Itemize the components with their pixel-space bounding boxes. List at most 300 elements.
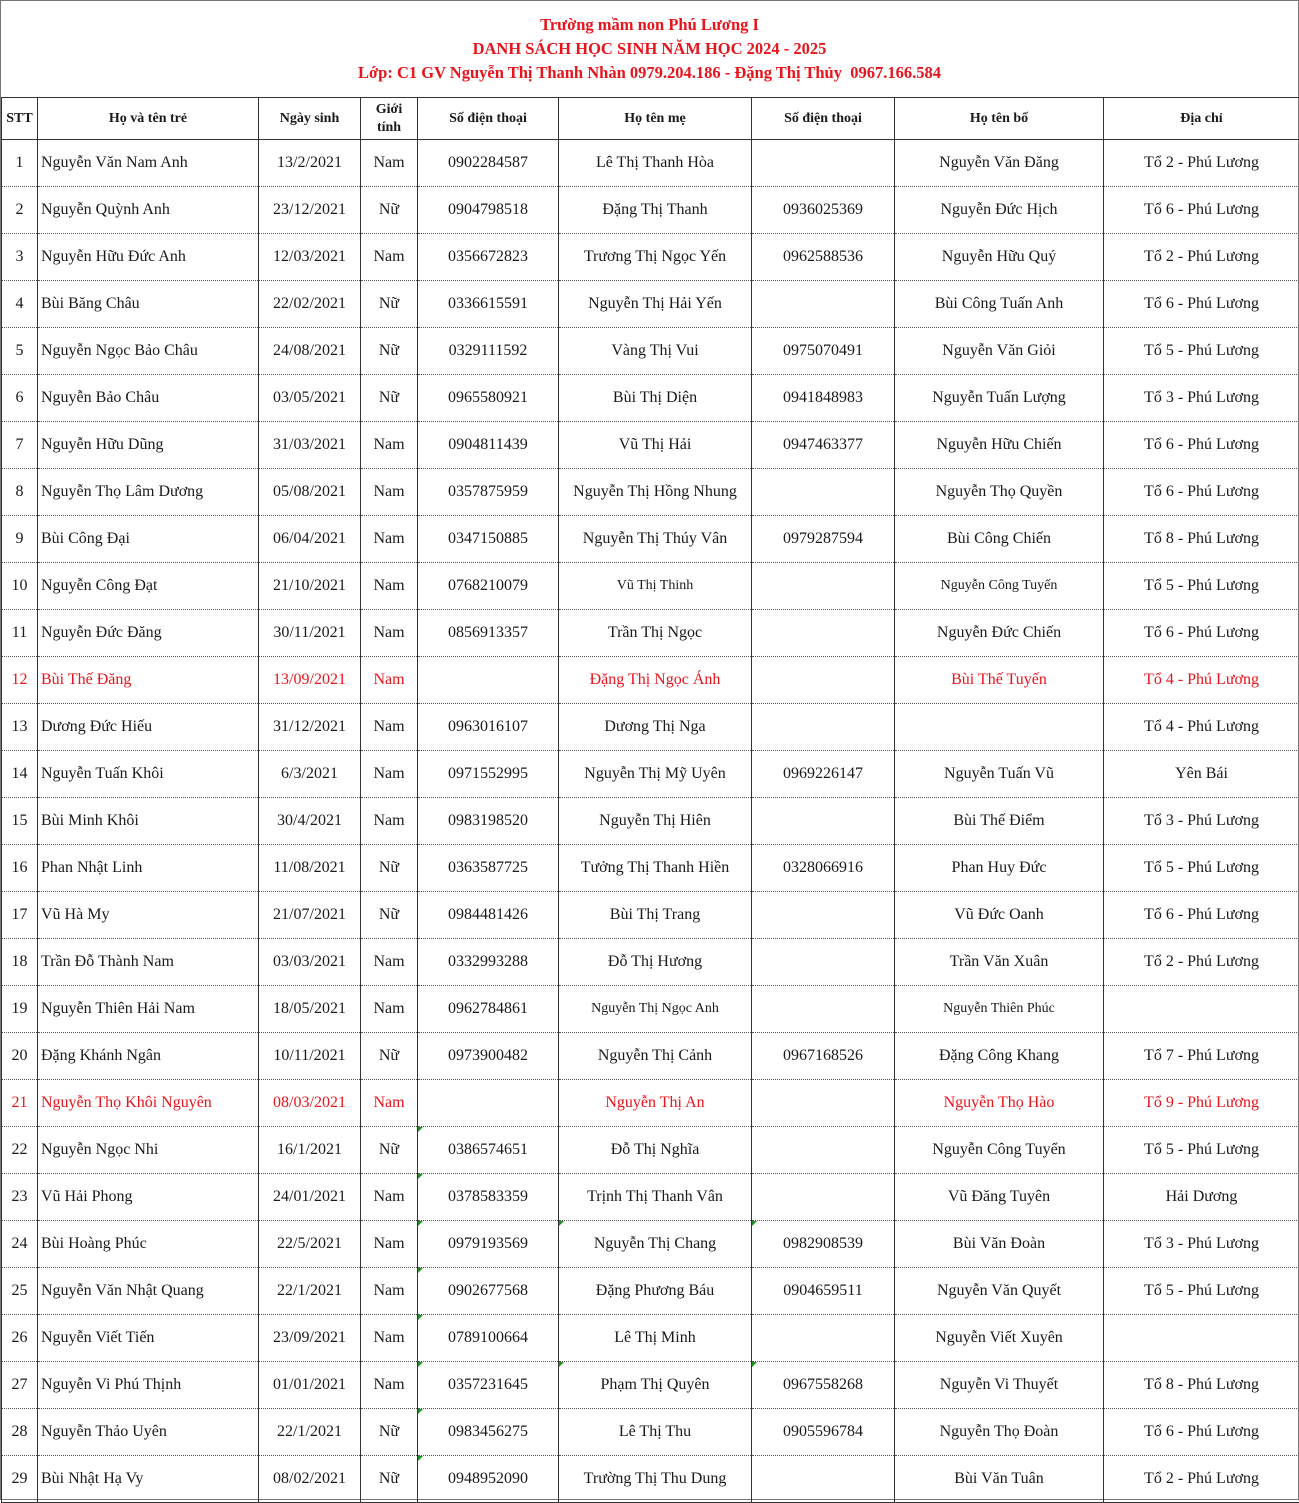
cell-phone[interactable]: 0902284587 (418, 140, 559, 187)
cell-stt[interactable]: 13 (2, 704, 38, 751)
cell-dob[interactable]: 24/01/2021 (259, 1174, 361, 1221)
cell-phone[interactable]: 0963016107 (418, 704, 559, 751)
cell-address[interactable]: Tổ 6 - Phú Lương (1104, 1409, 1299, 1456)
cell-address[interactable]: Tổ 3 - Phú Lương (1104, 1221, 1299, 1268)
cell-phone[interactable]: 0378583359 (418, 1174, 559, 1221)
cell-gender[interactable]: Nữ (361, 892, 418, 939)
cell-address[interactable]: Tổ 5 - Phú Lương (1104, 328, 1299, 375)
cell-father[interactable]: Bùi Thế Tuyến (895, 657, 1104, 704)
cell-dob[interactable]: 21/07/2021 (259, 892, 361, 939)
cell-phone[interactable]: 0904811439 (418, 422, 559, 469)
cell-dob[interactable]: 22/02/2021 (259, 281, 361, 328)
cell-gender[interactable]: Nữ (361, 1456, 418, 1503)
list-title: DANH SÁCH HỌC SINH NĂM HỌC 2024 - 2025 (1, 37, 1298, 61)
cell-gender[interactable]: Nam (361, 1080, 418, 1127)
cell-stt[interactable]: 7 (2, 422, 38, 469)
cell-mother[interactable]: Đặng Thị Ngọc Ánh (559, 657, 752, 704)
cell-gender[interactable]: Nam (361, 798, 418, 845)
cell-phone2[interactable] (752, 986, 895, 1033)
cell-father[interactable]: Bùi Văn Tuân (895, 1456, 1104, 1503)
cell-dob[interactable]: 16/1/2021 (259, 1127, 361, 1174)
cell-dob[interactable]: 6/3/2021 (259, 751, 361, 798)
cell-mother[interactable]: Nguyễn Thị Hiên (559, 798, 752, 845)
col-header-address[interactable]: Địa chỉ (1104, 98, 1299, 140)
cell-name[interactable]: Bùi Công Đại (38, 516, 259, 563)
cell-mother[interactable]: Vũ Thị Thinh (559, 563, 752, 610)
cell-father[interactable]: Bùi Công Tuấn Anh (895, 281, 1104, 328)
cell-dob[interactable]: 01/01/2021 (259, 1362, 361, 1409)
cell-phone[interactable]: 0979193569 (418, 1221, 559, 1268)
cell-phone2[interactable]: 0962588536 (752, 234, 895, 281)
cell-name[interactable]: Đặng Khánh Ngân (38, 1033, 259, 1080)
cell-address[interactable]: Tổ 4 - Phú Lương (1104, 657, 1299, 704)
cell-phone[interactable]: 0971552995 (418, 751, 559, 798)
table-row (2, 328, 1299, 375)
cell-name[interactable]: Bùi Minh Khôi (38, 798, 259, 845)
cell-phone2[interactable]: 0936025369 (752, 187, 895, 234)
cell-phone2[interactable] (752, 798, 895, 845)
cell-phone[interactable]: 0332993288 (418, 939, 559, 986)
cell-address[interactable]: Tổ 5 - Phú Lương (1104, 1127, 1299, 1174)
cell-address[interactable]: Tổ 6 - Phú Lương (1104, 610, 1299, 657)
cell-stt[interactable]: 27 (2, 1362, 38, 1409)
cell-gender[interactable]: Nam (361, 1362, 418, 1409)
cell-phone[interactable]: 0329111592 (418, 328, 559, 375)
cell-father[interactable]: Đặng Công Khang (895, 1033, 1104, 1080)
cell-phone[interactable]: 0768210079 (418, 563, 559, 610)
cell-gender[interactable]: Nam (361, 140, 418, 187)
cell-dob[interactable]: 12/03/2021 (259, 234, 361, 281)
cell-gender[interactable]: Nữ (361, 281, 418, 328)
cell-address[interactable]: Tổ 5 - Phú Lương (1104, 845, 1299, 892)
cell-address[interactable]: Tổ 2 - Phú Lương (1104, 1456, 1299, 1503)
table-body (2, 140, 1299, 1503)
cell-phone[interactable]: 0983456275 (418, 1409, 559, 1456)
cell-stt[interactable]: 25 (2, 1268, 38, 1315)
cell-mother[interactable]: Đỗ Thị Nghĩa (559, 1127, 752, 1174)
cell-gender[interactable]: Nữ (361, 328, 418, 375)
cell-phone2[interactable] (752, 610, 895, 657)
cell-dob[interactable]: 23/12/2021 (259, 187, 361, 234)
cell-name[interactable]: Nguyễn Thọ Khôi Nguyên (38, 1080, 259, 1127)
cell-address[interactable]: Tổ 6 - Phú Lương (1104, 281, 1299, 328)
cell-gender[interactable]: Nam (361, 751, 418, 798)
cell-phone2[interactable]: 0904659511 (752, 1268, 895, 1315)
cell-name[interactable]: Nguyễn Viết Tiến (38, 1315, 259, 1362)
cell-mother[interactable]: Trương Thị Ngọc Yến (559, 234, 752, 281)
cell-name[interactable]: Nguyễn Quỳnh Anh (38, 187, 259, 234)
cell-father[interactable]: Nguyễn Viết Xuyên (895, 1315, 1104, 1362)
cell-phone2[interactable] (752, 469, 895, 516)
cell-father[interactable]: Nguyễn Công Tuyển (895, 1127, 1104, 1174)
cell-name[interactable]: Nguyễn Văn Nhật Quang (38, 1268, 259, 1315)
cell-address[interactable]: Tổ 3 - Phú Lương (1104, 375, 1299, 422)
cell-father[interactable]: Nguyễn Đức Chiến (895, 610, 1104, 657)
cell-name[interactable]: Nguyễn Thảo Uyên (38, 1409, 259, 1456)
cell-name[interactable]: Nguyễn Thọ Lâm Dương (38, 469, 259, 516)
table-row (2, 1080, 1299, 1127)
cell-father[interactable] (895, 704, 1104, 751)
gender-header-text: Giới tính (369, 101, 409, 137)
cell-mother[interactable]: Vàng Thị Vui (559, 328, 752, 375)
sheet-header (1, 1, 1298, 97)
cell-gender[interactable]: Nam (361, 234, 418, 281)
header-row (2, 98, 1299, 140)
cell-phone[interactable]: 0948952090 (418, 1456, 559, 1503)
cell-stt[interactable]: 8 (2, 469, 38, 516)
col-header-dob[interactable]: Ngày sinh (259, 98, 361, 140)
cell-father[interactable]: Nguyễn Tuấn Lượng (895, 375, 1104, 422)
cell-mother[interactable]: Dương Thị Nga (559, 704, 752, 751)
cell-mother[interactable]: Trần Thị Ngọc (559, 610, 752, 657)
cell-name[interactable]: Nguyễn Bảo Châu (38, 375, 259, 422)
cell-gender[interactable]: Nữ (361, 1033, 418, 1080)
cell-stt[interactable]: 14 (2, 751, 38, 798)
cell-stt[interactable]: 5 (2, 328, 38, 375)
cell-dob[interactable]: 18/05/2021 (259, 986, 361, 1033)
cell-name[interactable]: Nguyễn Hữu Dũng (38, 422, 259, 469)
cell-father[interactable]: Nguyễn Công Tuyến (895, 563, 1104, 610)
cell-mother[interactable]: Nguyễn Thị Hồng Nhung (559, 469, 752, 516)
cell-mother[interactable]: Tưởng Thị Thanh Hiền (559, 845, 752, 892)
cell-phone2[interactable] (752, 1456, 895, 1503)
cell-gender[interactable]: Nam (361, 422, 418, 469)
cell-phone[interactable]: 0973900482 (418, 1033, 559, 1080)
cell-father[interactable]: Bùi Văn Đoàn (895, 1221, 1104, 1268)
cell-stt[interactable]: 24 (2, 1221, 38, 1268)
cell-mother[interactable]: Bùi Thị Trang (559, 892, 752, 939)
cell-phone[interactable]: 0962784861 (418, 986, 559, 1033)
cell-address[interactable]: Tổ 6 - Phú Lương (1104, 187, 1299, 234)
cell-name[interactable]: Nguyễn Công Đạt (38, 563, 259, 610)
cell-name[interactable]: Nguyễn Thiên Hải Nam (38, 986, 259, 1033)
cell-stt[interactable]: 29 (2, 1456, 38, 1503)
cell-phone2[interactable]: 0967558268 (752, 1362, 895, 1409)
cell-stt[interactable]: 11 (2, 610, 38, 657)
cell-father[interactable]: Vũ Đức Oanh (895, 892, 1104, 939)
cell-dob[interactable]: 03/05/2021 (259, 375, 361, 422)
cell-phone[interactable]: 0357231645 (418, 1362, 559, 1409)
cell-phone2[interactable]: 0982908539 (752, 1221, 895, 1268)
cell-gender[interactable]: Nam (361, 1268, 418, 1315)
cell-father[interactable]: Vũ Đăng Tuyên (895, 1174, 1104, 1221)
cell-stt[interactable]: 16 (2, 845, 38, 892)
cell-dob[interactable]: 30/4/2021 (259, 798, 361, 845)
cell-mother[interactable]: Nguyễn Thị An (559, 1080, 752, 1127)
cell-dob[interactable]: 31/03/2021 (259, 422, 361, 469)
cell-stt[interactable]: 2 (2, 187, 38, 234)
cell-gender[interactable]: Nam (361, 986, 418, 1033)
cell-address[interactable]: Tổ 5 - Phú Lương (1104, 1268, 1299, 1315)
cell-father[interactable]: Trần Văn Xuân (895, 939, 1104, 986)
cell-mother[interactable]: Đặng Phương Báu (559, 1268, 752, 1315)
cell-phone2[interactable] (752, 1174, 895, 1221)
table-row (2, 1456, 1299, 1503)
table-row (2, 422, 1299, 469)
col-header-stt[interactable]: STT (2, 98, 38, 140)
table-row (2, 798, 1299, 845)
cell-phone2[interactable]: 0967168526 (752, 1033, 895, 1080)
cell-stt[interactable]: 22 (2, 1127, 38, 1174)
cell-gender[interactable]: Nữ (361, 845, 418, 892)
cell-mother[interactable]: Nguyễn Thị Cảnh (559, 1033, 752, 1080)
cell-address[interactable]: Tổ 2 - Phú Lương (1104, 939, 1299, 986)
cell-father[interactable]: Nguyễn Vi Thuyết (895, 1362, 1104, 1409)
cell-dob[interactable]: 08/02/2021 (259, 1456, 361, 1503)
cell-address[interactable] (1104, 1315, 1299, 1362)
cell-name[interactable]: Bùi Băng Châu (38, 281, 259, 328)
cell-phone2[interactable] (752, 892, 895, 939)
cell-address[interactable]: Tổ 2 - Phú Lương (1104, 140, 1299, 187)
cell-mother[interactable]: Lê Thị Thanh Hòa (559, 140, 752, 187)
col-header-mother[interactable]: Họ tên mẹ (559, 98, 752, 140)
cell-dob[interactable]: 03/03/2021 (259, 939, 361, 986)
table-row (2, 1174, 1299, 1221)
cell-name[interactable]: Nguyễn Hữu Đức Anh (38, 234, 259, 281)
cell-phone[interactable]: 0356672823 (418, 234, 559, 281)
table-row (2, 1268, 1299, 1315)
table-row (2, 187, 1299, 234)
col-header-name[interactable]: Họ và tên trẻ (38, 98, 259, 140)
cell-gender[interactable]: Nữ (361, 1127, 418, 1174)
cell-phone[interactable]: 0363587725 (418, 845, 559, 892)
cell-phone[interactable]: 0789100664 (418, 1315, 559, 1362)
cell-address[interactable]: Tổ 8 - Phú Lương (1104, 516, 1299, 563)
cell-stt[interactable]: 15 (2, 798, 38, 845)
cell-gender[interactable]: Nam (361, 563, 418, 610)
cell-phone2[interactable] (752, 140, 895, 187)
cell-name[interactable]: Bùi Hoàng Phúc (38, 1221, 259, 1268)
cell-phone2[interactable] (752, 1315, 895, 1362)
cell-phone2[interactable]: 0947463377 (752, 422, 895, 469)
cell-phone[interactable]: 0965580921 (418, 375, 559, 422)
cell-mother[interactable]: Lê Thị Thu (559, 1409, 752, 1456)
cell-name[interactable]: Vũ Hà My (38, 892, 259, 939)
cell-father[interactable]: Nguyễn Thọ Đoàn (895, 1409, 1104, 1456)
col-header-father[interactable]: Họ tên bố (895, 98, 1104, 140)
cell-dob[interactable]: 06/04/2021 (259, 516, 361, 563)
cell-phone2[interactable]: 0969226147 (752, 751, 895, 798)
cell-mother[interactable]: Nguyễn Thị Thúy Vân (559, 516, 752, 563)
cell-gender[interactable]: Nữ (361, 1409, 418, 1456)
cell-mother[interactable]: Trịnh Thị Thanh Vân (559, 1174, 752, 1221)
cell-dob[interactable]: 13/09/2021 (259, 657, 361, 704)
cell-phone2[interactable] (752, 1080, 895, 1127)
cell-mother[interactable]: Nguyễn Thị Ngọc Anh (559, 986, 752, 1033)
cell-father[interactable]: Nguyễn Tuấn Vũ (895, 751, 1104, 798)
cell-phone2[interactable]: 0975070491 (752, 328, 895, 375)
cell-mother[interactable]: Trường Thị Thu Dung (559, 1456, 752, 1503)
cell-dob[interactable]: 23/09/2021 (259, 1315, 361, 1362)
table-row (2, 234, 1299, 281)
cell-phone[interactable]: 0983198520 (418, 798, 559, 845)
cell-phone[interactable]: 0902677568 (418, 1268, 559, 1315)
col-header-gender[interactable] (361, 98, 418, 140)
col-header-phone2[interactable]: Số điện thoại (752, 98, 895, 140)
cell-phone2[interactable] (752, 939, 895, 986)
table-row (2, 892, 1299, 939)
cell-name[interactable]: Nguyễn Tuấn Khôi (38, 751, 259, 798)
cell-stt[interactable]: 6 (2, 375, 38, 422)
cell-mother[interactable]: Nguyễn Thị Hải Yến (559, 281, 752, 328)
cell-dob[interactable]: 24/08/2021 (259, 328, 361, 375)
cell-phone[interactable]: 0904798518 (418, 187, 559, 234)
table-row (2, 1127, 1299, 1174)
cell-father[interactable]: Nguyễn Thọ Quyền (895, 469, 1104, 516)
table-row (2, 375, 1299, 422)
cell-address[interactable]: Hải Dương (1104, 1174, 1299, 1221)
table-row (2, 140, 1299, 187)
cell-address[interactable]: Tổ 7 - Phú Lương (1104, 1033, 1299, 1080)
cell-father[interactable]: Nguyễn Thọ Hào (895, 1080, 1104, 1127)
cell-father[interactable]: Nguyễn Đức Hịch (895, 187, 1104, 234)
cell-gender[interactable]: Nam (361, 1174, 418, 1221)
cell-father[interactable]: Nguyễn Hữu Chiến (895, 422, 1104, 469)
cell-phone2[interactable] (752, 281, 895, 328)
cell-gender[interactable]: Nam (361, 469, 418, 516)
cell-address[interactable]: Tổ 3 - Phú Lương (1104, 798, 1299, 845)
cell-dob[interactable]: 11/08/2021 (259, 845, 361, 892)
cell-stt[interactable]: 1 (2, 140, 38, 187)
cell-stt[interactable]: 19 (2, 986, 38, 1033)
cell-mother[interactable]: Bùi Thị Diện (559, 375, 752, 422)
cell-stt[interactable]: 9 (2, 516, 38, 563)
cell-address[interactable]: Yên Bái (1104, 751, 1299, 798)
cell-father[interactable]: Phan Huy Đức (895, 845, 1104, 892)
cell-stt[interactable]: 18 (2, 939, 38, 986)
cell-dob[interactable]: 08/03/2021 (259, 1080, 361, 1127)
table-row (2, 469, 1299, 516)
cell-phone[interactable] (418, 1080, 559, 1127)
cell-stt[interactable]: 23 (2, 1174, 38, 1221)
cell-name[interactable]: Nguyễn Ngọc Nhi (38, 1127, 259, 1174)
cell-phone2[interactable]: 0328066916 (752, 845, 895, 892)
cell-name[interactable]: Dương Đức Hiếu (38, 704, 259, 751)
cell-phone2[interactable] (752, 657, 895, 704)
table-row (2, 1221, 1299, 1268)
cell-phone2[interactable] (752, 704, 895, 751)
cell-address[interactable]: Tổ 9 - Phú Lương (1104, 1080, 1299, 1127)
cell-name[interactable]: Vũ Hải Phong (38, 1174, 259, 1221)
cell-mother[interactable]: Đặng Thị Thanh (559, 187, 752, 234)
cell-phone[interactable]: 0856913357 (418, 610, 559, 657)
cell-address[interactable]: Tổ 8 - Phú Lương (1104, 1362, 1299, 1409)
cell-stt[interactable]: 21 (2, 1080, 38, 1127)
table-row (2, 516, 1299, 563)
student-table (1, 97, 1299, 1503)
cell-phone2[interactable] (752, 563, 895, 610)
cell-dob[interactable]: 22/5/2021 (259, 1221, 361, 1268)
cell-address[interactable]: Tổ 4 - Phú Lương (1104, 704, 1299, 751)
col-header-phone[interactable]: Số điện thoại (418, 98, 559, 140)
cell-dob[interactable]: 22/1/2021 (259, 1268, 361, 1315)
cell-address[interactable]: Tổ 6 - Phú Lương (1104, 469, 1299, 516)
cell-address[interactable]: Tổ 6 - Phú Lương (1104, 422, 1299, 469)
cell-stt[interactable]: 17 (2, 892, 38, 939)
cell-dob[interactable]: 10/11/2021 (259, 1033, 361, 1080)
table-row (2, 1315, 1299, 1362)
cell-phone2[interactable]: 0941848983 (752, 375, 895, 422)
cell-mother[interactable]: Nguyễn Thị Mỹ Uyên (559, 751, 752, 798)
table-row (2, 1409, 1299, 1456)
cell-dob[interactable]: 13/2/2021 (259, 140, 361, 187)
cell-mother[interactable]: Phạm Thị Quyên (559, 1362, 752, 1409)
cell-stt[interactable]: 10 (2, 563, 38, 610)
cell-phone[interactable]: 0347150885 (418, 516, 559, 563)
cell-stt[interactable]: 26 (2, 1315, 38, 1362)
cell-dob[interactable]: 22/1/2021 (259, 1409, 361, 1456)
cell-phone[interactable] (418, 657, 559, 704)
cell-father[interactable]: Bùi Thế Điểm (895, 798, 1104, 845)
cell-name[interactable]: Bùi Thế Đăng (38, 657, 259, 704)
cell-dob[interactable]: 30/11/2021 (259, 610, 361, 657)
cell-stt[interactable]: 12 (2, 657, 38, 704)
cell-dob[interactable]: 05/08/2021 (259, 469, 361, 516)
cell-mother[interactable]: Nguyễn Thị Chang (559, 1221, 752, 1268)
cell-phone2[interactable] (752, 1127, 895, 1174)
cell-dob[interactable]: 21/10/2021 (259, 563, 361, 610)
cell-mother[interactable]: Đỗ Thị Hương (559, 939, 752, 986)
cell-phone[interactable]: 0984481426 (418, 892, 559, 939)
cell-gender[interactable]: Nữ (361, 375, 418, 422)
table-row (2, 986, 1299, 1033)
cell-mother[interactable]: Lê Thị Minh (559, 1315, 752, 1362)
cell-address[interactable]: Tổ 2 - Phú Lương (1104, 234, 1299, 281)
cell-name[interactable]: Nguyễn Đức Đăng (38, 610, 259, 657)
cell-name[interactable]: Phan Nhật Linh (38, 845, 259, 892)
cell-address[interactable] (1104, 986, 1299, 1033)
cell-phone[interactable]: 0357875959 (418, 469, 559, 516)
cell-address[interactable]: Tổ 5 - Phú Lương (1104, 563, 1299, 610)
cell-father[interactable]: Nguyễn Văn Giỏi (895, 328, 1104, 375)
table-row (2, 704, 1299, 751)
cell-name[interactable]: Nguyễn Ngọc Bảo Châu (38, 328, 259, 375)
cell-dob[interactable]: 31/12/2021 (259, 704, 361, 751)
cell-stt[interactable]: 4 (2, 281, 38, 328)
cell-stt[interactable]: 20 (2, 1033, 38, 1080)
cell-father[interactable]: Nguyễn Văn Quyết (895, 1268, 1104, 1315)
cell-gender[interactable]: Nam (361, 657, 418, 704)
cell-father[interactable]: Bùi Công Chiến (895, 516, 1104, 563)
class-info: Lớp: C1 GV Nguyễn Thị Thanh Nhàn 0979.204.186 - Đặng Thị Thủy 0967.166.584 (1, 61, 1298, 85)
cell-name[interactable]: Nguyễn Văn Nam Anh (38, 140, 259, 187)
table-row (2, 1033, 1299, 1080)
cell-name[interactable]: Nguyễn Vi Phú Thịnh (38, 1362, 259, 1409)
cell-phone[interactable]: 0386574651 (418, 1127, 559, 1174)
cell-phone2[interactable]: 0979287594 (752, 516, 895, 563)
cell-gender[interactable]: Nam (361, 610, 418, 657)
table-row (2, 281, 1299, 328)
cell-gender[interactable]: Nam (361, 1221, 418, 1268)
cell-gender[interactable]: Nam (361, 704, 418, 751)
cell-stt[interactable]: 3 (2, 234, 38, 281)
cell-name[interactable]: Bùi Nhật Hạ Vy (38, 1456, 259, 1503)
cell-address[interactable]: Tổ 6 - Phú Lương (1104, 892, 1299, 939)
table-row (2, 751, 1299, 798)
cell-gender[interactable]: Nam (361, 1315, 418, 1362)
cell-mother[interactable]: Vũ Thị Hải (559, 422, 752, 469)
cell-father[interactable]: Nguyễn Hữu Quý (895, 234, 1104, 281)
cell-gender[interactable]: Nam (361, 516, 418, 563)
cell-father[interactable]: Nguyễn Thiên Phúc (895, 986, 1104, 1033)
cell-phone2[interactable]: 0905596784 (752, 1409, 895, 1456)
cell-father[interactable]: Nguyễn Văn Đăng (895, 140, 1104, 187)
cell-name[interactable]: Trần Đỗ Thành Nam (38, 939, 259, 986)
cell-gender[interactable]: Nữ (361, 187, 418, 234)
cell-gender[interactable]: Nam (361, 939, 418, 986)
cell-stt[interactable]: 28 (2, 1409, 38, 1456)
cell-phone[interactable]: 0336615591 (418, 281, 559, 328)
